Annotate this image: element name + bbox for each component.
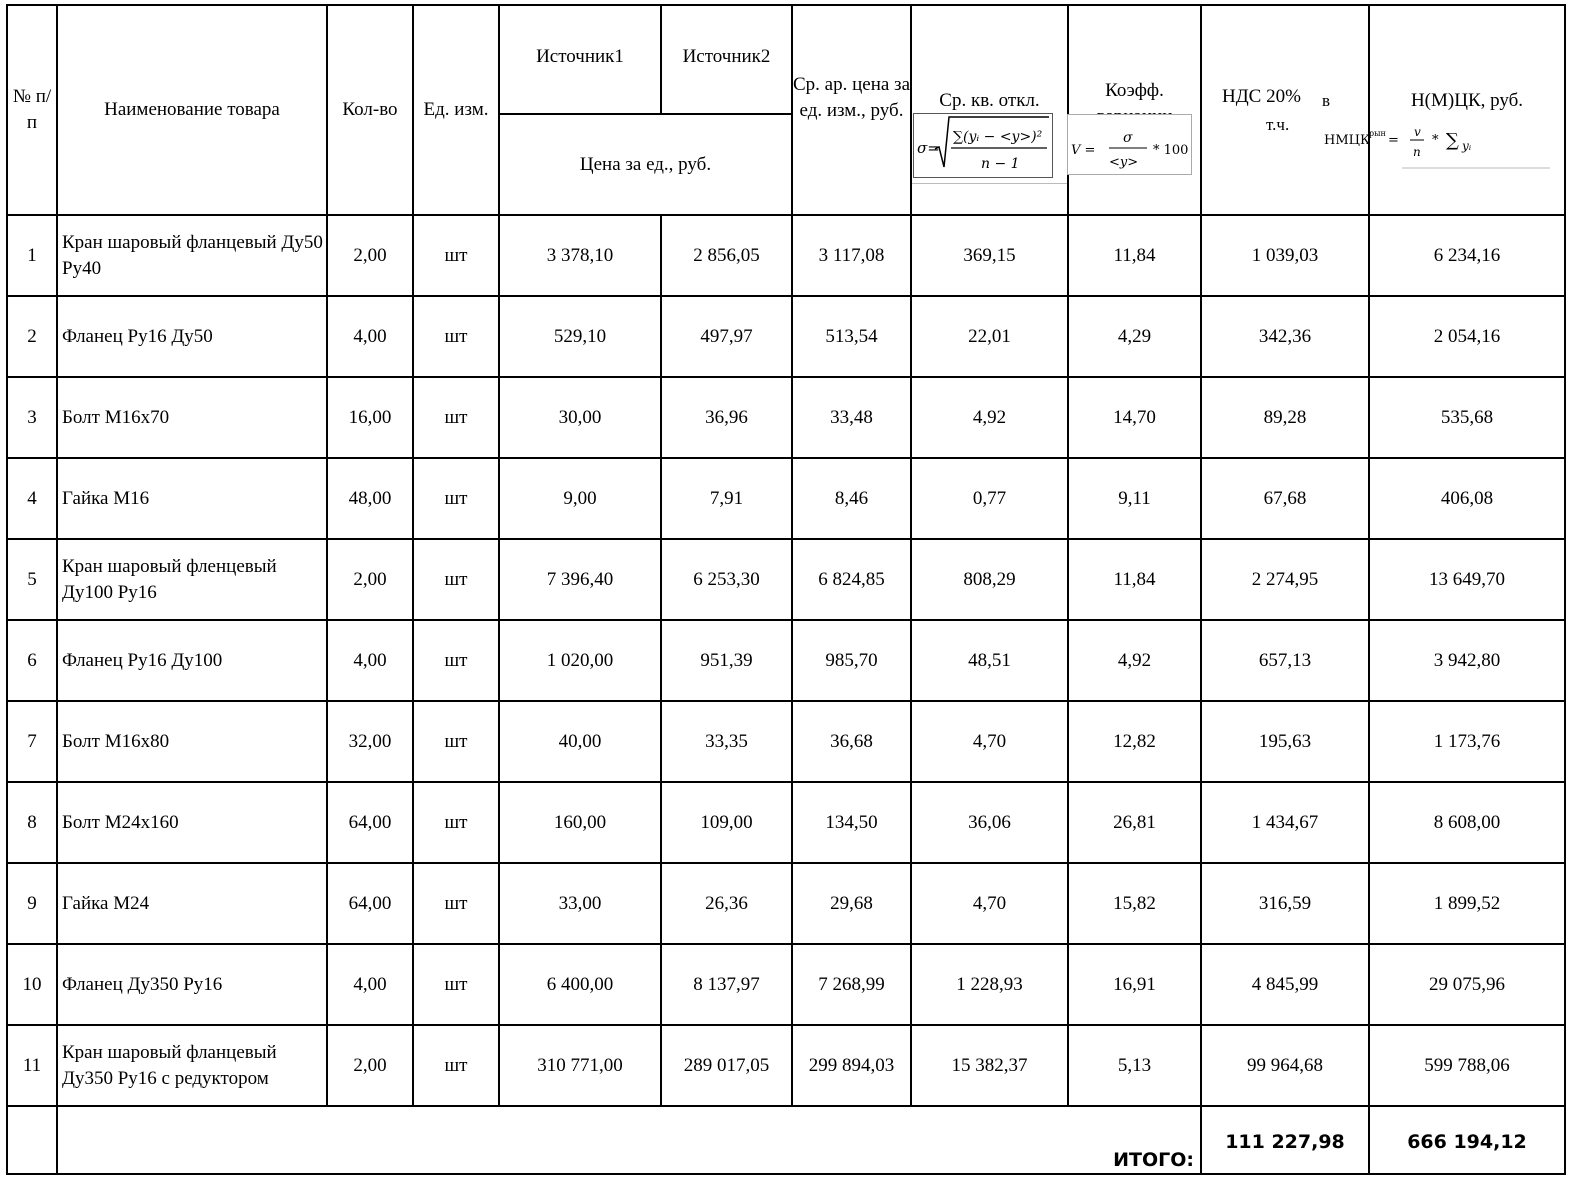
row-avg-price: 8,46 xyxy=(792,458,911,539)
row-unit: шт xyxy=(413,539,499,620)
row-num: 5 xyxy=(7,539,57,620)
row-name: Болт М16х80 xyxy=(57,701,327,782)
svg-text:рын: рын xyxy=(1369,129,1386,138)
table-row xyxy=(7,539,1565,620)
row-avg-price: 33,48 xyxy=(792,377,911,458)
row-vat: 195,63 xyxy=(1201,701,1369,782)
row-price-1: 310 771,00 xyxy=(499,1025,661,1106)
row-vat: 657,13 xyxy=(1201,620,1369,701)
row-price-1: 6 400,00 xyxy=(499,944,661,1025)
totals-nmck: 666 194,12 xyxy=(1369,1106,1565,1174)
row-num: 1 xyxy=(7,215,57,296)
row-unit: шт xyxy=(413,782,499,863)
row-price-2: 6 253,30 xyxy=(661,539,792,620)
row-qty: 2,00 xyxy=(327,539,413,620)
row-coef: 11,84 xyxy=(1068,539,1201,620)
row-price-2: 7,91 xyxy=(661,458,792,539)
row-price-1: 160,00 xyxy=(499,782,661,863)
std-dev-label: Ср. кв. откл. xyxy=(939,90,1040,111)
vat-incl-label: т.ч. xyxy=(1266,115,1290,134)
row-qty: 32,00 xyxy=(327,701,413,782)
row-std-dev: 1 228,93 xyxy=(911,944,1068,1025)
row-total: 2 054,16 xyxy=(1369,296,1565,377)
row-vat: 342,36 xyxy=(1201,296,1369,377)
row-price-1: 30,00 xyxy=(499,377,661,458)
row-avg-price: 299 894,03 xyxy=(792,1025,911,1106)
row-qty: 48,00 xyxy=(327,458,413,539)
header-source1: Источник1 xyxy=(499,5,661,114)
row-coef: 9,11 xyxy=(1068,458,1201,539)
row-unit: шт xyxy=(413,1025,499,1106)
header-std-dev xyxy=(911,5,1068,215)
row-price-2: 109,00 xyxy=(661,782,792,863)
row-vat: 2 274,95 xyxy=(1201,539,1369,620)
row-coef: 14,70 xyxy=(1068,377,1201,458)
table-row xyxy=(7,377,1565,458)
row-price-1: 7 396,40 xyxy=(499,539,661,620)
header-avg-price: Ср. ар. цена за ед. изм., руб. xyxy=(792,5,911,215)
row-vat: 1 039,03 xyxy=(1201,215,1369,296)
totals-label: ИТОГО: xyxy=(57,1106,1201,1174)
row-vat: 4 845,99 xyxy=(1201,944,1369,1025)
totals-row xyxy=(7,1106,1565,1174)
row-coef: 12,82 xyxy=(1068,701,1201,782)
table-row xyxy=(7,215,1565,296)
row-num: 6 xyxy=(7,620,57,701)
row-total: 599 788,06 xyxy=(1369,1025,1565,1106)
header-source2: Источник2 xyxy=(661,5,792,114)
row-coef: 5,13 xyxy=(1068,1025,1201,1106)
svg-text:∑: ∑ xyxy=(1446,130,1459,151)
row-price-2: 497,97 xyxy=(661,296,792,377)
row-name: Болт М16х70 xyxy=(57,377,327,458)
row-price-2: 951,39 xyxy=(661,620,792,701)
header-vat xyxy=(1201,5,1369,215)
row-name: Кран шаровый фланцевый Ду350 Ру16 с редуктором xyxy=(57,1025,327,1106)
row-price-2: 289 017,05 xyxy=(661,1025,792,1106)
row-total: 8 608,00 xyxy=(1369,782,1565,863)
svg-text:v: v xyxy=(1414,125,1421,139)
row-avg-price: 29,68 xyxy=(792,863,911,944)
svg-text:yᵢ: yᵢ xyxy=(1462,139,1472,153)
row-unit: шт xyxy=(413,215,499,296)
table-row xyxy=(7,1025,1565,1106)
row-unit: шт xyxy=(413,944,499,1025)
row-name: Фланец Ру16 Ду100 xyxy=(57,620,327,701)
price-table xyxy=(6,4,1566,1175)
svg-text:НМЦК: НМЦК xyxy=(1324,133,1371,148)
row-price-1: 1 020,00 xyxy=(499,620,661,701)
vat-label: НДС 20% xyxy=(1222,86,1301,107)
row-total: 6 234,16 xyxy=(1369,215,1565,296)
row-qty: 4,00 xyxy=(327,944,413,1025)
svg-text:n: n xyxy=(1413,145,1421,159)
row-std-dev: 0,77 xyxy=(911,458,1068,539)
row-num: 11 xyxy=(7,1025,57,1106)
row-num: 2 xyxy=(7,296,57,377)
row-name: Фланец Ру16 Ду50 xyxy=(57,296,327,377)
row-coef: 26,81 xyxy=(1068,782,1201,863)
row-avg-price: 7 268,99 xyxy=(792,944,911,1025)
row-total: 406,08 xyxy=(1369,458,1565,539)
row-qty: 64,00 xyxy=(327,782,413,863)
row-unit: шт xyxy=(413,377,499,458)
row-num: 7 xyxy=(7,701,57,782)
table-row xyxy=(7,944,1565,1025)
row-total: 1 173,76 xyxy=(1369,701,1565,782)
vat-in-label: в xyxy=(1322,91,1331,110)
row-vat: 316,59 xyxy=(1201,863,1369,944)
row-price-1: 9,00 xyxy=(499,458,661,539)
row-avg-price: 513,54 xyxy=(792,296,911,377)
row-qty: 64,00 xyxy=(327,863,413,944)
row-num: 3 xyxy=(7,377,57,458)
row-std-dev: 48,51 xyxy=(911,620,1068,701)
row-unit: шт xyxy=(413,701,499,782)
row-unit: шт xyxy=(413,620,499,701)
header-coef xyxy=(1068,5,1201,215)
row-name: Болт М24х160 xyxy=(57,782,327,863)
row-name: Фланец Ду350 Ру16 xyxy=(57,944,327,1025)
row-std-dev: 15 382,37 xyxy=(911,1025,1068,1106)
row-name: Гайка М16 xyxy=(57,458,327,539)
row-std-dev: 4,70 xyxy=(911,863,1068,944)
row-price-2: 8 137,97 xyxy=(661,944,792,1025)
header-name: Наименование товара xyxy=(57,5,327,215)
row-price-2: 33,35 xyxy=(661,701,792,782)
row-vat: 1 434,67 xyxy=(1201,782,1369,863)
grid-ghost-line xyxy=(912,183,1067,184)
row-coef: 4,29 xyxy=(1068,296,1201,377)
row-coef: 16,91 xyxy=(1068,944,1201,1025)
header-nmck xyxy=(1324,5,1565,215)
row-num: 8 xyxy=(7,782,57,863)
row-qty: 2,00 xyxy=(327,1025,413,1106)
svg-text:σ: σ xyxy=(1123,130,1133,146)
variation-formula-icon xyxy=(1067,114,1193,176)
table-row xyxy=(7,296,1565,377)
svg-text:∑(yᵢ − <y>)²: ∑(yᵢ − <y>)² xyxy=(953,129,1043,145)
row-coef: 11,84 xyxy=(1068,215,1201,296)
header-num: № п/п xyxy=(7,5,57,215)
row-avg-price: 36,68 xyxy=(792,701,911,782)
row-num: 9 xyxy=(7,863,57,944)
row-total: 13 649,70 xyxy=(1369,539,1565,620)
svg-text:V =: V = xyxy=(1071,143,1096,158)
row-unit: шт xyxy=(413,863,499,944)
svg-text:*: * xyxy=(1432,133,1439,148)
row-price-2: 2 856,05 xyxy=(661,215,792,296)
row-total: 1 899,52 xyxy=(1369,863,1565,944)
row-avg-price: 3 117,08 xyxy=(792,215,911,296)
table-row xyxy=(7,863,1565,944)
svg-text:<y>: <y> xyxy=(1109,155,1139,170)
table-row xyxy=(7,620,1565,701)
row-price-2: 26,36 xyxy=(661,863,792,944)
row-qty: 2,00 xyxy=(327,215,413,296)
svg-text:n − 1: n − 1 xyxy=(981,156,1020,172)
row-total: 535,68 xyxy=(1369,377,1565,458)
row-std-dev: 22,01 xyxy=(911,296,1068,377)
row-vat: 89,28 xyxy=(1201,377,1369,458)
row-unit: шт xyxy=(413,458,499,539)
row-num: 10 xyxy=(7,944,57,1025)
row-vat: 67,68 xyxy=(1201,458,1369,539)
row-name: Кран шаровый фланцевый Ду50 Ру40 xyxy=(57,215,327,296)
nmck-formula-icon xyxy=(1322,114,1552,176)
svg-text:* 100: * 100 xyxy=(1153,143,1189,158)
row-std-dev: 808,29 xyxy=(911,539,1068,620)
row-qty: 16,00 xyxy=(327,377,413,458)
row-price-2: 36,96 xyxy=(661,377,792,458)
row-unit: шт xyxy=(413,296,499,377)
totals-empty-cell xyxy=(7,1106,57,1174)
row-total: 29 075,96 xyxy=(1369,944,1565,1025)
nmck-label: Н(М)ЦК, руб. xyxy=(1410,90,1524,111)
row-vat: 99 964,68 xyxy=(1201,1025,1369,1106)
table-row xyxy=(7,458,1565,539)
row-coef: 4,92 xyxy=(1068,620,1201,701)
row-price-1: 3 378,10 xyxy=(499,215,661,296)
row-name: Гайка М24 xyxy=(57,863,327,944)
header-unit: Ед. изм. xyxy=(413,5,499,215)
row-num: 4 xyxy=(7,458,57,539)
row-std-dev: 36,06 xyxy=(911,782,1068,863)
table-row xyxy=(7,701,1565,782)
row-avg-price: 6 824,85 xyxy=(792,539,911,620)
row-avg-price: 134,50 xyxy=(792,782,911,863)
row-total: 3 942,80 xyxy=(1369,620,1565,701)
header-qty: Кол-во xyxy=(327,5,413,215)
row-std-dev: 4,92 xyxy=(911,377,1068,458)
row-price-1: 529,10 xyxy=(499,296,661,377)
row-qty: 4,00 xyxy=(327,296,413,377)
totals-vat: 111 227,98 xyxy=(1201,1106,1369,1174)
row-std-dev: 4,70 xyxy=(911,701,1068,782)
coef-label: Коэфф. xyxy=(1105,80,1164,101)
table-row xyxy=(7,782,1565,863)
svg-text:σ=: σ= xyxy=(917,139,940,157)
row-qty: 4,00 xyxy=(327,620,413,701)
row-price-1: 40,00 xyxy=(499,701,661,782)
row-coef: 15,82 xyxy=(1068,863,1201,944)
row-std-dev: 369,15 xyxy=(911,215,1068,296)
sigma-formula-icon xyxy=(913,113,1055,179)
row-price-1: 33,00 xyxy=(499,863,661,944)
row-avg-price: 985,70 xyxy=(792,620,911,701)
svg-text:=: = xyxy=(1388,133,1399,148)
row-name: Кран шаровый фленцевый Ду100 Ру16 xyxy=(57,539,327,620)
header-price-per-unit: Цена за ед., руб. xyxy=(499,114,792,215)
